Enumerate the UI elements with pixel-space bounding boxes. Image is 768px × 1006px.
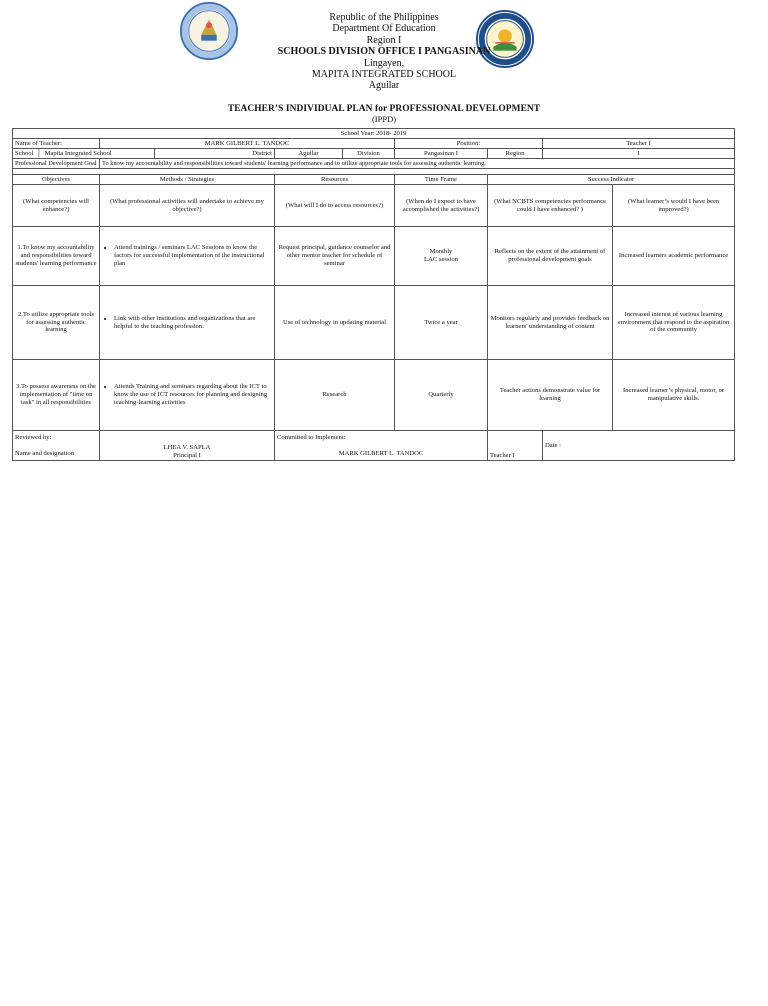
learners-cell: Increased learners academic performance xyxy=(613,227,735,286)
method-cell xyxy=(100,227,275,286)
ippd-table xyxy=(12,128,735,461)
method-cell xyxy=(100,286,275,360)
reviewer-name: LHEA V. SAPLA xyxy=(163,444,211,452)
document-subtitle: (IPPD) xyxy=(371,114,397,124)
name-designation-label: Name and designation xyxy=(15,449,74,457)
committed-label: Committed to Implement: xyxy=(277,433,346,441)
teacher-name: MARK GILBERT L. TANDOC xyxy=(100,139,395,149)
division-value: Pangasinan I xyxy=(395,149,488,159)
district-label: District xyxy=(155,149,275,159)
department-line: Department Of Education xyxy=(332,23,436,35)
objective-cell: 1.To know my accountability and responsibilities toward students' learning performance xyxy=(13,227,100,286)
teacher-signature-name: MARK GILBERT L. TANDOC xyxy=(338,449,424,457)
sub-methods: (What professional activities will undertake to achieve my objective?) xyxy=(100,185,275,227)
date-cell xyxy=(543,431,735,461)
resources-cell: Request principal, guidance counselor and other mentor teacher for schedule of seminar xyxy=(275,227,395,286)
letterhead xyxy=(180,12,588,92)
objective-cell: 2.To utilize appropriate tools for assessing authentic learning xyxy=(13,286,100,360)
teacher-row xyxy=(13,139,735,149)
reviewed-cell xyxy=(13,431,100,461)
region-label: Region xyxy=(488,149,543,159)
sub-ncbts: (What NCBTS competencies performance could I have enhanced? ) xyxy=(488,185,613,227)
position-value: Teacher I xyxy=(543,139,735,149)
republic-line: Republic of the Philippines xyxy=(329,12,439,23)
time-frame-detail: LAC session xyxy=(424,256,458,263)
objective-cell: 3.To possess awareness on the implementation of "time on task" in all responsibilities xyxy=(13,360,100,431)
learners-cell: Increased learner’s physical, motor, or manipulative skills. xyxy=(613,360,735,431)
subheader-row xyxy=(13,185,735,227)
time-frame-cell xyxy=(395,227,488,286)
division-label: Division xyxy=(343,149,395,159)
time-frame-cell: Quarterly xyxy=(395,360,488,431)
time-frame-value: Monthly xyxy=(429,248,453,256)
time-frame-cell: Twice a year xyxy=(395,286,488,360)
col-objectives: Objectives xyxy=(13,175,100,185)
reviewer-cell xyxy=(100,431,275,461)
reviewer-title: Principal I xyxy=(173,452,201,460)
school-year-cell: School Year: 2018- 2019 xyxy=(13,129,735,139)
method-item: • Link with other institutions and organizations that are helpful to the teaching profession. xyxy=(114,315,272,331)
district-value: Aguilar xyxy=(275,149,343,159)
method-cell xyxy=(100,360,275,431)
committed-cell xyxy=(275,431,488,461)
ncbts-cell: Teacher actions demonstrate value for learning xyxy=(488,360,613,431)
col-success-indicator: Success Indicator xyxy=(488,175,735,185)
date-label: Date : xyxy=(545,441,561,449)
column-header-row xyxy=(13,175,735,185)
school-year-row xyxy=(13,129,735,139)
sub-time-frame: (When do I expect to have accomplished the activities?) xyxy=(395,185,488,227)
barangay-line: Aguilar xyxy=(368,80,400,92)
name-label: Name of Teacher: xyxy=(13,139,100,149)
col-methods: Methods / Strategies xyxy=(100,175,275,185)
school-label: School xyxy=(15,149,34,157)
reviewed-label: Reviewed by: xyxy=(15,433,52,441)
goal-label: Professional Development Goal xyxy=(13,159,100,169)
town-line: Lingayen, xyxy=(363,57,405,69)
goal-row xyxy=(13,159,735,169)
col-time-frame: Time Frame xyxy=(395,175,488,185)
office-line: SCHOOLS DIVISION OFFICE I PANGASINAN xyxy=(277,46,491,58)
table-row xyxy=(13,360,735,431)
region-line: Region I xyxy=(366,34,402,46)
sub-resources: (What will I do to access resources?) xyxy=(275,185,395,227)
col-resources: Resources xyxy=(275,175,395,185)
ncbts-cell: Monitors regularly and provides feedback on learners' understanding of content xyxy=(488,286,613,360)
sub-learners: (What learner’s would I have been improved?) xyxy=(613,185,735,227)
resources-cell: Use of technology in updating material xyxy=(275,286,395,360)
document-title: TEACHER’S INDIVIDUAL PLAN for PROFESSIONAL DEVELOPMENT xyxy=(227,104,541,114)
school-cell: School │ Mapita Integrated School xyxy=(13,149,155,159)
table-row xyxy=(13,286,735,360)
school-line: MAPITA INTEGRATED SCHOOL xyxy=(311,69,457,81)
goal-value: To know my accountability and responsibilities toward students' learning performance and to utilize appropriate tools for assessing authentic learning. xyxy=(100,159,735,169)
table-row xyxy=(13,227,735,286)
resources-cell: Research xyxy=(275,360,395,431)
region-value: I xyxy=(543,149,735,159)
position-label: Position: xyxy=(395,139,543,149)
method-item: • Attend trainings / seminars LAC Sessions to know the factors for successful implementation of the instructional plan xyxy=(114,244,272,267)
sub-objectives: (What competencies will enhance?) xyxy=(13,185,100,227)
ncbts-cell: Reflects on the extent of the attainment of professional development goals xyxy=(488,227,613,286)
learners-cell: Increased interest of various learning environment that respond to the aspiration of the community xyxy=(613,286,735,360)
method-item: • Attends Training and seminars regarding about the ICT to know the use of ICT resources for planning and designing teaching-learning activities xyxy=(114,383,272,406)
school-row xyxy=(13,149,735,159)
teacher-title-cell: Teacher I xyxy=(488,431,543,461)
school-value: Mapita Integrated School xyxy=(44,149,112,157)
signature-row xyxy=(13,431,735,461)
